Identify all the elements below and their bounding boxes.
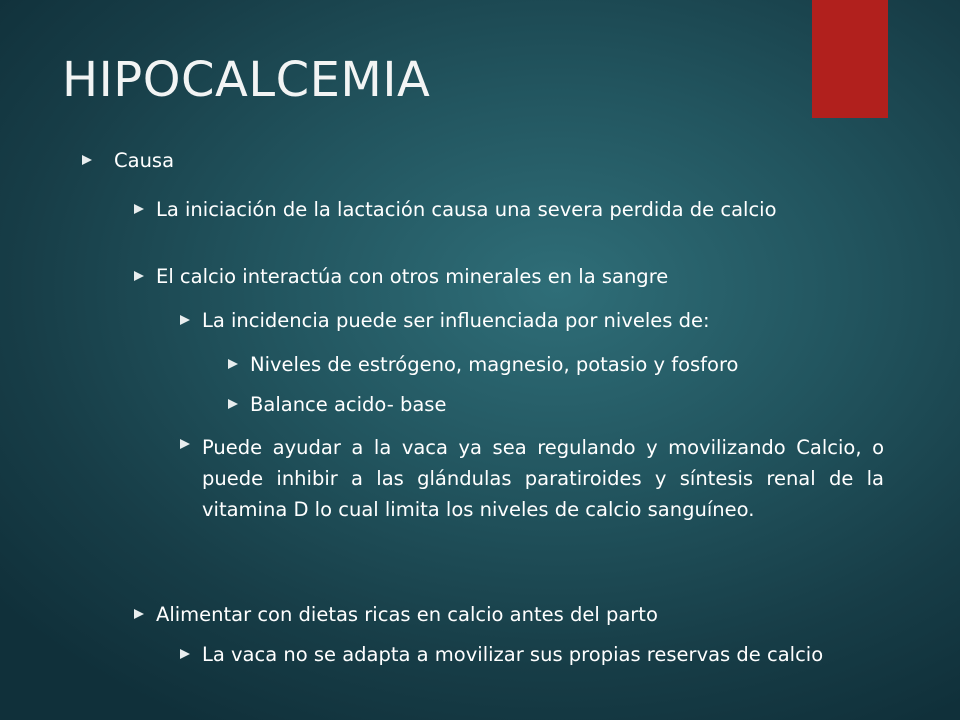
right-triangle-icon [134, 204, 144, 214]
bullet-text: La vaca no se adapta a movilizar sus propias reservas de calcio [202, 643, 824, 666]
right-triangle-icon [180, 315, 190, 325]
slide-title: HIPOCALCEMIA [62, 52, 431, 108]
bullet-item [180, 308, 884, 333]
bullet-text: Alimentar con dietas ricas en calcio antes del parto [156, 603, 658, 626]
bullet-item [228, 392, 884, 417]
bullet-text: Niveles de estrógeno, magnesio, potasio y fosforo [250, 353, 739, 376]
bullet-text: El calcio interactúa con otros minerales en la sangre [156, 265, 669, 288]
bullet-text: La iniciación de la lactación causa una severa perdida de calcio [156, 198, 777, 221]
bullet-text: Causa [114, 149, 175, 172]
bullet-text: Balance acido- base [250, 393, 447, 416]
bullet-item [180, 432, 884, 525]
right-triangle-icon [180, 439, 190, 449]
bullet-item [228, 352, 884, 377]
bullet-item [134, 602, 884, 627]
right-triangle-icon [134, 609, 144, 619]
bullet-item [134, 197, 884, 222]
bullet-item [180, 642, 884, 667]
bullet-text: Puede ayudar a la vaca ya sea regulando y movilizando Calcio, o puede inhibir a las glándulas paratiroides y síntesis renal de la vitamina D lo cual limita los niveles de calcio sanguíneo. [202, 436, 884, 521]
right-triangle-icon [82, 155, 92, 165]
right-triangle-icon [180, 649, 190, 659]
accent-bar [812, 0, 888, 118]
bullet-item [134, 264, 884, 289]
right-triangle-icon [228, 359, 238, 369]
bullet-item [82, 148, 862, 173]
bullet-text: La incidencia puede ser influenciada por niveles de: [202, 309, 710, 332]
right-triangle-icon [134, 271, 144, 281]
right-triangle-icon [228, 399, 238, 409]
